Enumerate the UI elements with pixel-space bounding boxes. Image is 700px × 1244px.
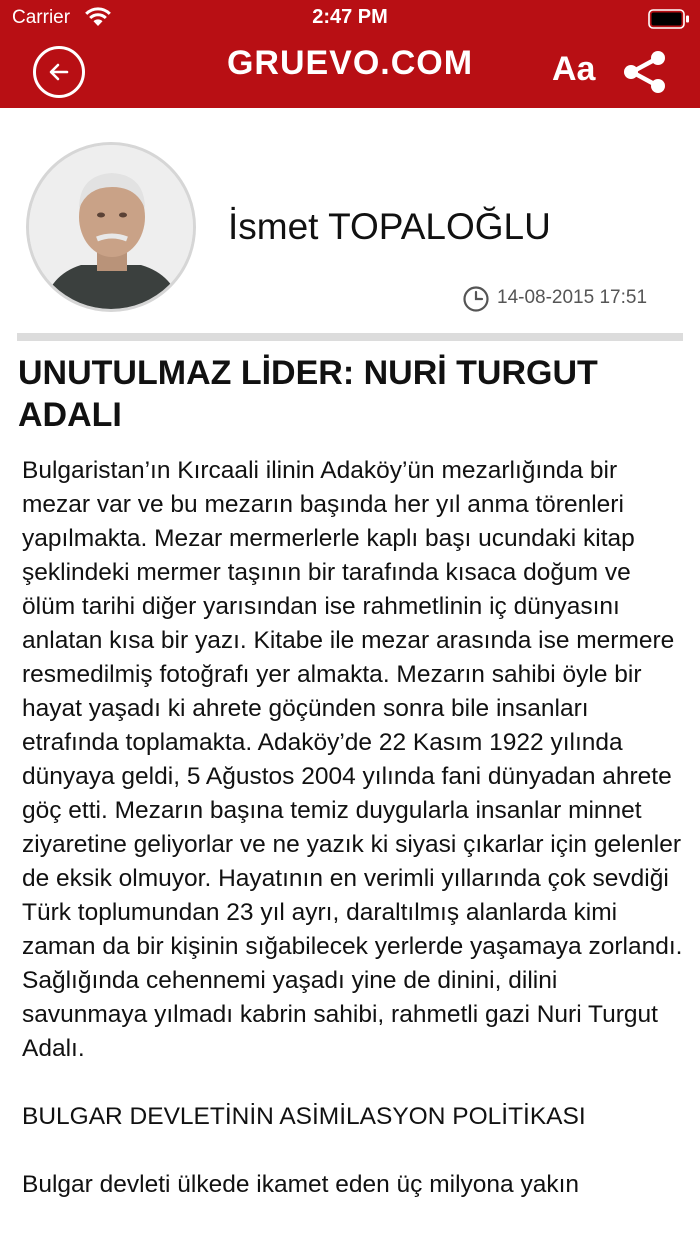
share-button[interactable] xyxy=(622,50,668,99)
author-name: İsmet TOPALOĞLU xyxy=(228,206,551,247)
status-bar xyxy=(0,0,700,36)
brand-logo: GRUEVO.COM xyxy=(226,44,474,82)
divider xyxy=(17,333,683,341)
publish-date: 14-08-2015 17:51 xyxy=(497,287,648,308)
font-size-button[interactable]: Aa xyxy=(552,50,596,88)
share-icon xyxy=(622,50,668,94)
battery-icon xyxy=(648,9,690,34)
article-title: UNUTULMAZ LİDER: NURİ TURGUT ADALI xyxy=(18,354,598,434)
article-subheading: BULGAR DEVLETİNİN ASİMİLASYON POLİTİKASI xyxy=(22,1103,586,1130)
article-paragraph: Bulgaristan’ın Kırcaali ilinin Adaköy’ün mezarlığında bir mezar var ve bu mezarın başında her yıl anma törenleri yapılmakta. Mezar mermerlerle kaplı başı ucundaki kitap şeklindeki mermer taşının bir tarafında kısaca doğum ve ölüm tarihi diğer yarısından ise rahmetlinin iç dünyasını anlatan kısa bir yazı. Kitabe ile mezar arasında ise mermere resmedilmiş fotoğrafı yer almakta. Mezarın sahibi öyle bir hayat yaşadı ki ahrete göçünden sonra bile insanları etrafında toplamakta. Adaköy’de 22 Kasım 1922 yılında dünyaya geldi, 5 Ağustos 2004 yılında fani dünyadan ahrete göç etti. Mezarın başına temiz duygularla insanlar minnet ziyaretine geliyorlar ve ne yazık ki siyasi çıkarlar için gelenler de eksik olmuyor. Hayatının en verimli yıllarında çok sevdiği Türk toplumundan 23 yıl ayrı, daraltılmış alanlarda kimi zaman da bir kişinin sığabilecek yerlerde yaşamaya zorlandı. Sağlığında cehennemi yaşadı yine de dinini, dilini savunmaya yılmadı kabrin sahibi, rahmetli gazi Nuri Turgut Adalı. xyxy=(22,457,683,1062)
app-header xyxy=(0,0,700,108)
carrier-label: Carrier xyxy=(12,7,71,28)
article-paragraph: Bulgar devleti ülkede ikamet eden üç milyona yakın xyxy=(22,1171,580,1198)
clock-icon xyxy=(462,285,490,318)
status-time: 2:47 PM xyxy=(312,6,388,28)
article-body xyxy=(22,454,686,1202)
author-avatar xyxy=(26,142,196,312)
